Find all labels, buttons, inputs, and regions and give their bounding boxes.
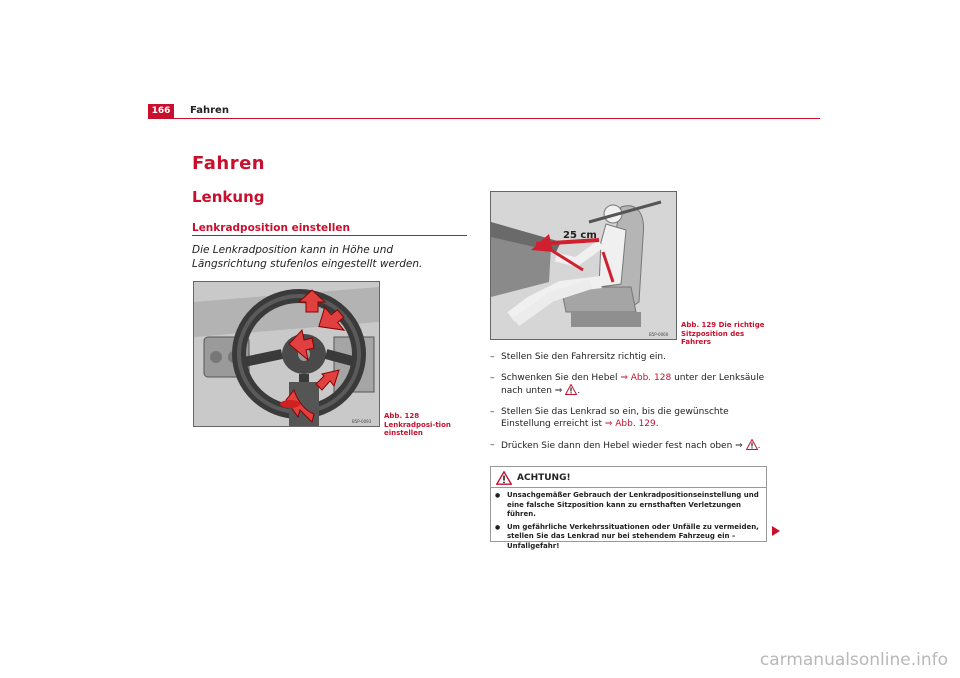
step-4: – Drücken Sie dann den Hebel wieder fest nach oben ⇒ . [490, 439, 775, 452]
step-2: – Schwenken Sie den Hebel ⇒ Abb. 128 unter der Lenksäule nach unten ⇒ . [490, 372, 775, 397]
figure-code: B5P-0093 [352, 419, 372, 424]
figure-129-caption: Abb. 129 Die richtige Sitzposition des Fahrers [681, 321, 765, 346]
running-header: Fahren [190, 105, 229, 116]
instruction-steps [490, 351, 775, 461]
warning-item: ● Unsachgemäßer Gebrauch der Lenkradpositionseinstellung und eine falsche Sitzposition kann zu ernsthaften Verletzungen führen. [493, 491, 763, 520]
seating-position-illustration [491, 192, 676, 339]
warning-box [490, 466, 767, 550]
subsection-title: Lenkradposition einstellen [192, 222, 350, 234]
figure-reference-link[interactable]: ⇒ Abb. 128 [620, 373, 672, 383]
figure-seating-position [490, 191, 677, 340]
warning-title: ACHTUNG! [517, 473, 571, 483]
warning-icon[interactable] [746, 439, 758, 450]
distance-label: 25 cm [563, 230, 597, 241]
warning-item: ● Um gefährliche Verkehrssituationen oder Unfälle zu vermeiden, stellen Sie das Lenkrad nur bei stehendem Fahrzeug ein – Unfallgefahr! [493, 523, 763, 552]
figure-128-caption: Abb. 128 Lenkradposi-tion einstellen [384, 412, 451, 437]
figure-steering-wheel [193, 281, 380, 427]
intro-text: Die Lenkradposition kann in Höhe und Längsrichtung stufenlos eingestellt werden. [192, 244, 423, 270]
figure-reference-link[interactable]: ⇒ Abb. 129 [604, 419, 656, 429]
subsection-divider [192, 235, 467, 236]
warning-divider [491, 487, 766, 488]
step-3: – Stellen Sie das Lenkrad so ein, bis die gewünschte Einstellung erreicht ist ⇒ Abb. 129. [490, 406, 775, 430]
figure-code: B5P-0060 [649, 332, 669, 337]
steering-wheel-illustration [194, 282, 379, 426]
section-title: Lenkung [192, 188, 265, 206]
warning-header [491, 467, 766, 489]
step-1: – Stellen Sie den Fahrersitz richtig ein. [490, 351, 775, 363]
header-divider [148, 118, 820, 119]
warning-icon[interactable] [565, 384, 577, 395]
warning-list [493, 491, 763, 554]
chapter-title: Fahren [192, 153, 266, 174]
warning-triangle-icon [496, 471, 512, 485]
watermark: carmanualsonline.info [759, 650, 948, 670]
next-page-arrow-icon[interactable] [772, 526, 780, 536]
page-number: 166 [148, 104, 174, 118]
